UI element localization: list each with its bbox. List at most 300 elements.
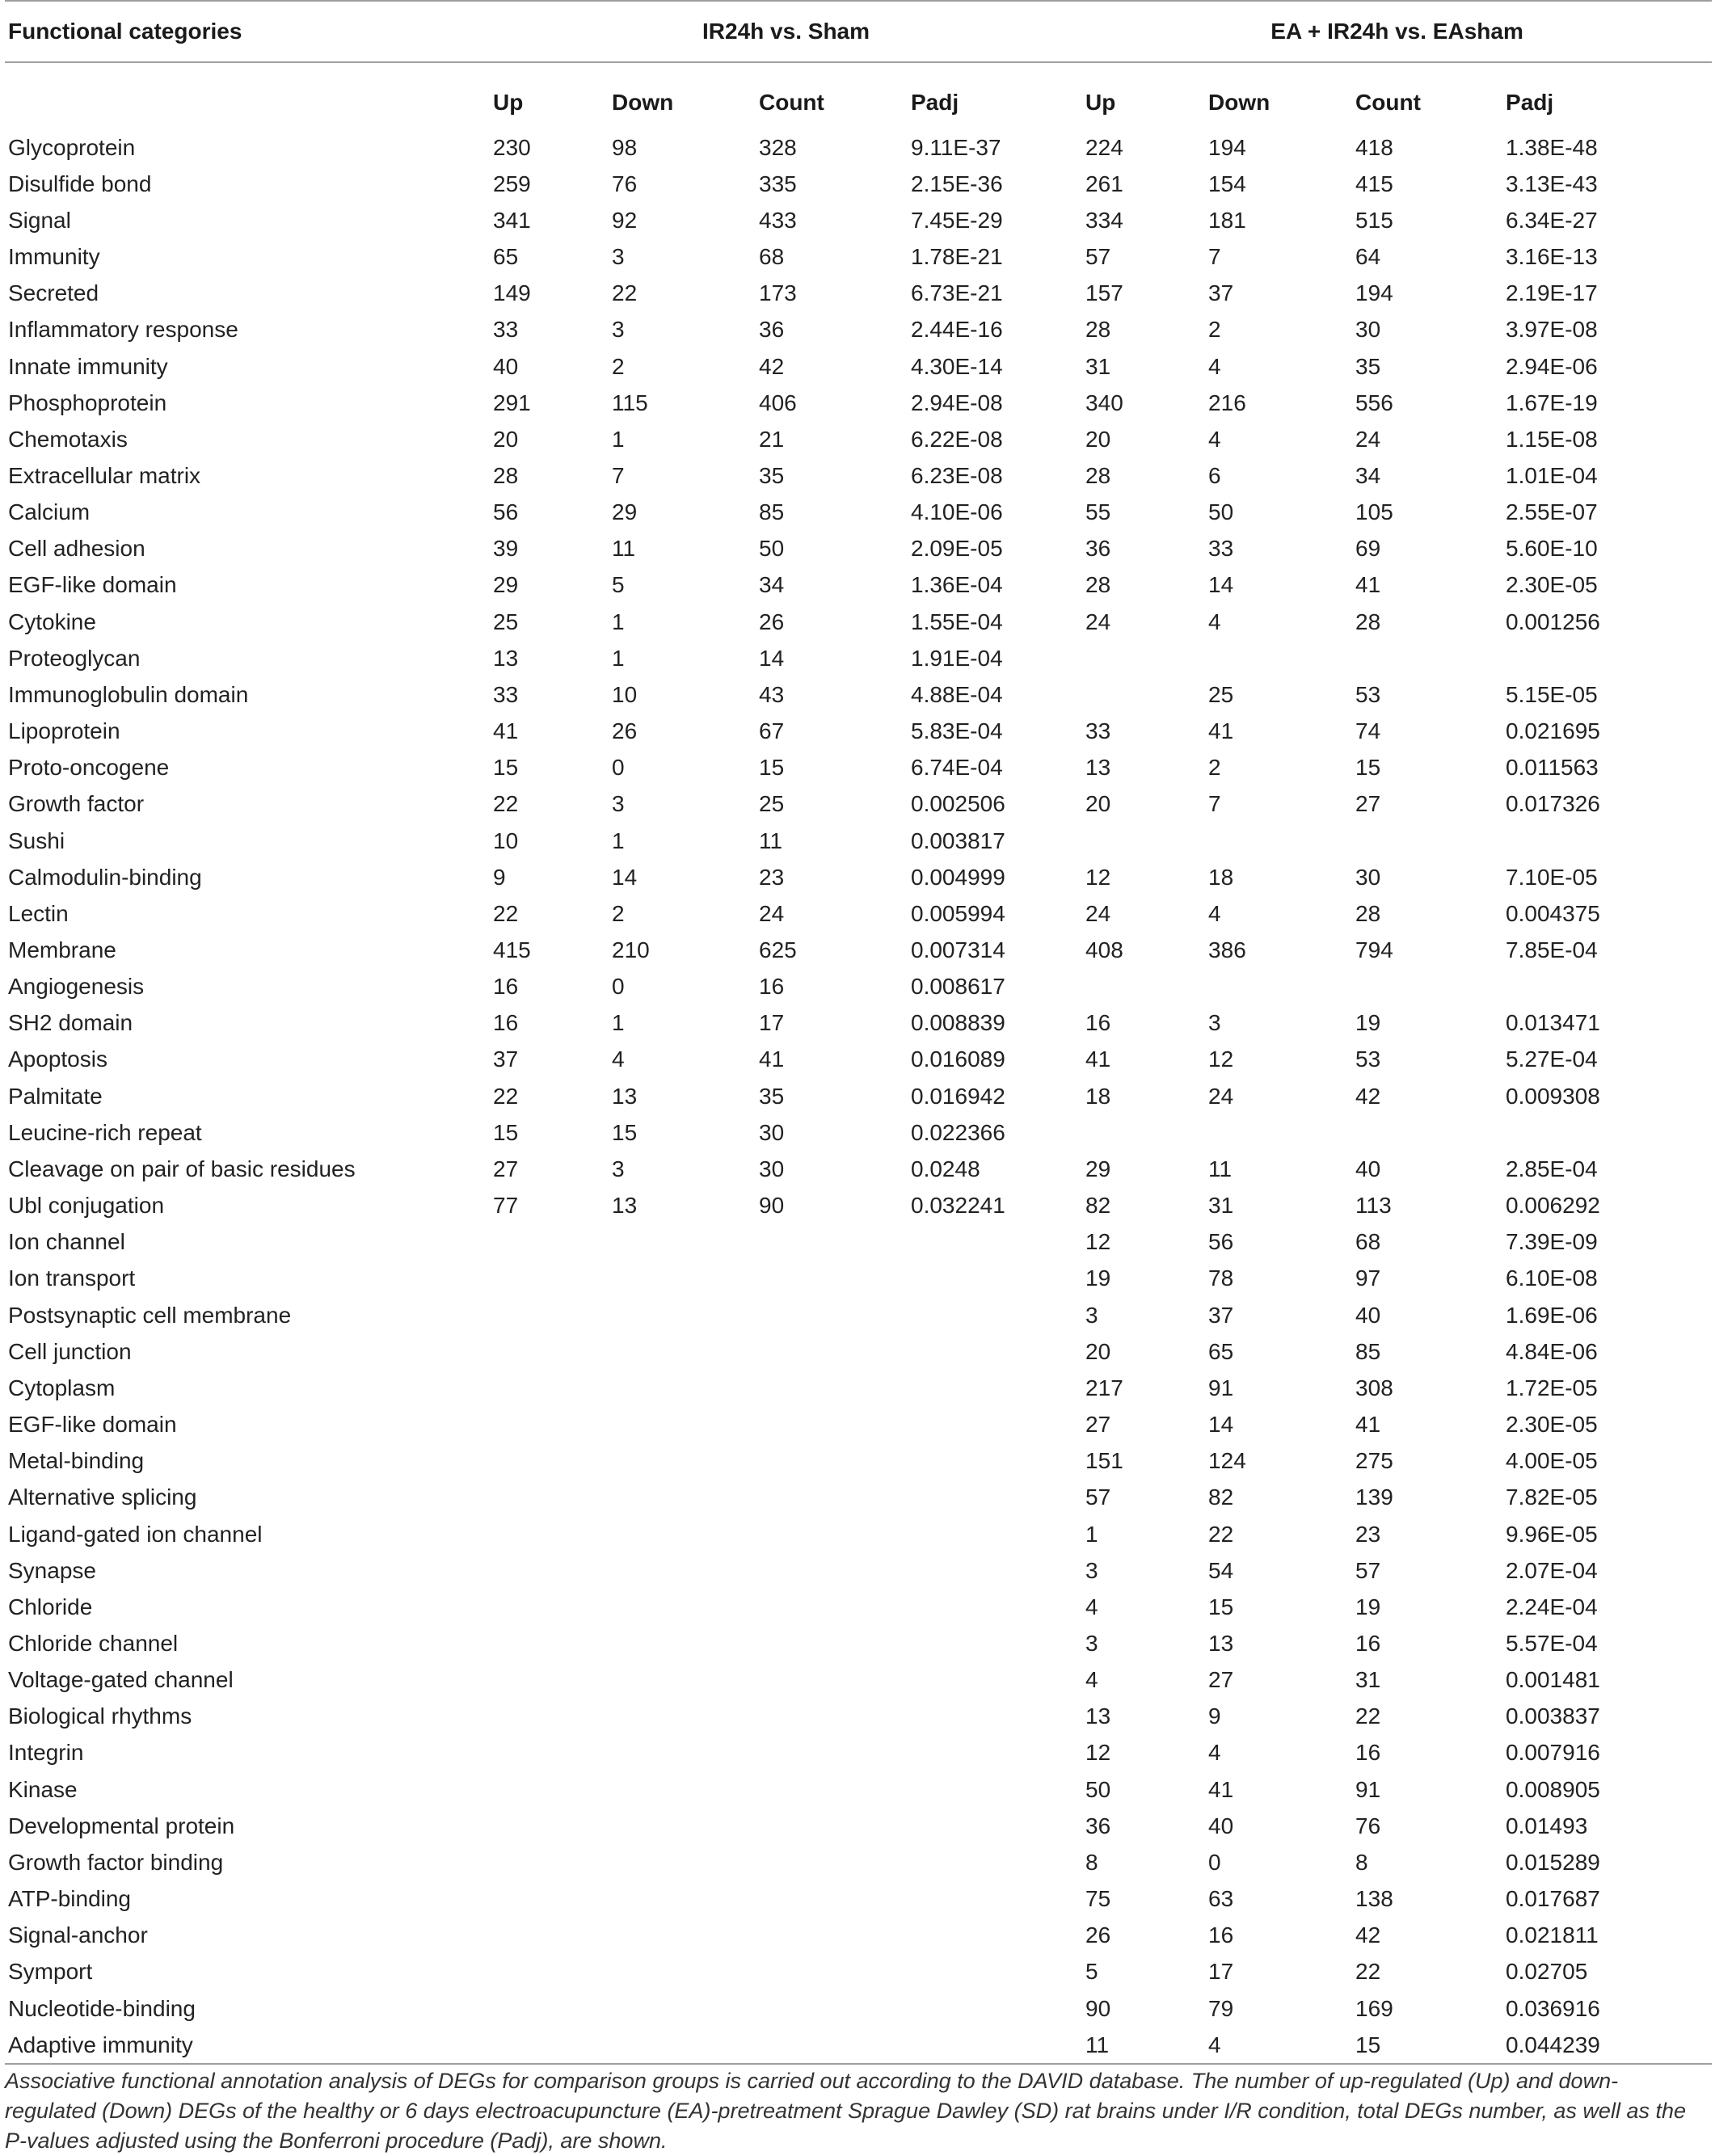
cell-down-ea: 2 [1208,317,1221,343]
cell-count-ir24h: 14 [759,645,785,671]
cell-padj-ea: 7.85E-04 [1506,937,1598,963]
cell-up-ir24h [490,1771,609,1808]
table-row [5,1625,1712,1661]
cell-padj-ir24h: 0.016089 [911,1046,1005,1072]
cell-up-ea: 19 [1085,1265,1111,1291]
cell-category: Metal-binding [8,1448,145,1474]
cell-up-ir24h [490,1261,609,1297]
cell-up-ir24h: 341 [493,207,531,233]
cell-up-ir24h: 16 [493,974,519,1000]
cell-down-ea: 13 [1208,1630,1234,1656]
cell-up-ea: 16 [1085,1010,1111,1036]
cell-padj-ir24h: 0.022366 [911,1119,1005,1145]
cell-padj-ea: 0.044239 [1502,2027,1712,2064]
cell-up-ir24h: 13 [493,645,519,671]
cell-category: Kinase [8,1776,78,1802]
cell-padj-ir24h: 0.002506 [911,791,1005,817]
cell-category: EGF-like domain [8,1412,177,1438]
cell-up-ea: 27 [1085,1412,1111,1438]
cell-count-ea: 16 [1355,1740,1381,1766]
cell-padj-ir24h: 1.36E-04 [911,572,1003,598]
table-row [5,1954,1712,1990]
cell-padj-ir24h: 1.91E-04 [911,645,1003,671]
cell-up-ir24h: 10 [493,827,519,853]
cell-count-ir24h: 50 [759,536,785,562]
table-body [5,129,1712,2064]
cell-down-ea: 63 [1208,1886,1234,1912]
cell-category: Glycoprotein [8,134,136,160]
cell-down-ir24h [609,1333,756,1370]
header-count-group1: Count [759,90,824,115]
table-row [5,276,1712,312]
cell-down-ir24h [609,1370,756,1406]
cell-padj-ea: 4.84E-06 [1506,1338,1598,1364]
cell-category: Cytokine [8,608,96,634]
cell-padj-ea: 1.01E-04 [1506,462,1598,488]
cell-down-ea: 33 [1208,536,1234,562]
cell-down-ir24h: 1 [612,645,625,671]
cell-padj-ea: 1.72E-05 [1506,1375,1598,1400]
table-row [5,714,1712,750]
cell-category: Ion transport [8,1265,136,1291]
cell-up-ir24h: 33 [493,317,519,343]
cell-up-ea: 36 [1085,1813,1111,1838]
cell-down-ir24h [609,1662,756,1699]
cell-count-ir24h: 17 [759,1010,785,1036]
cell-padj-ir24h [908,1662,1082,1699]
cell-count-ir24h [756,1808,908,1844]
cell-category: Calcium [8,499,91,525]
cell-count-ea: 169 [1355,1995,1393,2021]
table-caption: Associative functional annotation analysis of DEGs for comparison groups is carried out according to the DAVID database. The number of up-regulated (Up) and down-regulated (Down) DEGs of the healthy or 6 days electroacupuncture (EA)-pretreatment Sprague Dawley (SD) rat brains under I/R condition, total DEGs number, as well as the P-values adjusted using the Bonferroni procedure (Padj), are shown. [5,2069,1686,2153]
cell-count-ir24h [756,1918,908,1954]
table-row [5,969,1712,1005]
cell-down-ir24h: 98 [612,134,638,160]
table-row [5,1735,1712,1771]
table-row [5,1114,1712,1151]
cell-down-ea: 9 [1208,1703,1221,1729]
header-down-group1: Down [612,90,674,115]
cell-down-ir24h: 0 [612,974,625,1000]
cell-down-ea: 17 [1208,1959,1234,1985]
cell-up-ea: 29 [1085,1156,1111,1181]
cell-count-ir24h: 34 [759,572,785,598]
table-row [5,750,1712,786]
cell-count-ir24h [756,1333,908,1370]
table-row [5,312,1712,348]
cell-category: Calmodulin-binding [8,864,202,890]
cell-up-ea: 24 [1085,608,1111,634]
cell-padj-ea: 0.003837 [1506,1703,1600,1729]
cell-padj-ir24h: 7.45E-29 [911,207,1003,233]
cell-down-ir24h: 22 [612,280,638,306]
cell-down-ir24h: 210 [612,937,650,963]
cell-category: EGF-like domain [8,572,177,598]
cell-up-ir24h: 41 [493,718,519,744]
cell-padj-ea: 2.30E-05 [1506,572,1598,598]
cell-up-ea: 57 [1085,244,1111,270]
cell-down-ea: 41 [1208,718,1234,744]
table-row [5,823,1712,859]
cell-padj-ir24h [908,1480,1082,1516]
cell-up-ea: 3 [1085,1302,1098,1328]
cell-count-ir24h: 35 [759,1083,785,1109]
cell-down-ir24h [609,1625,756,1661]
cell-padj-ir24h [908,1552,1082,1589]
table-row [5,1151,1712,1187]
cell-up-ir24h [490,1881,609,1918]
cell-padj-ea: 0.017326 [1506,791,1600,817]
cell-padj-ea [1502,969,1712,1005]
cell-down-ir24h [609,1589,756,1625]
cell-padj-ea: 0.01493 [1506,1813,1588,1838]
cell-down-ir24h [609,1771,756,1808]
cell-down-ir24h [609,1297,756,1333]
cell-up-ir24h [490,1918,609,1954]
cell-count-ea: 16 [1355,1630,1381,1656]
cell-up-ea [1082,640,1205,676]
cell-down-ir24h: 3 [612,791,625,817]
cell-up-ea: 4 [1085,1667,1098,1693]
cell-down-ir24h: 4 [612,1046,625,1072]
cell-count-ea: 15 [1352,2027,1502,2064]
cell-up-ir24h [490,1516,609,1552]
cell-padj-ea: 0.021695 [1506,718,1600,744]
table-row [5,1990,1712,2027]
cell-down-ea: 7 [1208,244,1221,270]
cell-padj-ea: 5.27E-04 [1506,1046,1598,1072]
cell-down-ea: 4 [1205,2027,1352,2064]
cell-up-ea: 31 [1085,353,1111,379]
cell-down-ea: 27 [1208,1667,1234,1693]
cell-down-ea: 4 [1208,353,1221,379]
cell-count-ir24h [756,1699,908,1735]
cell-padj-ea: 9.96E-05 [1506,1521,1598,1547]
cell-up-ir24h: 291 [493,390,531,415]
cell-down-ea: 4 [1208,900,1221,926]
cell-up-ea: 20 [1085,791,1111,817]
cell-down-ea: 14 [1208,1412,1234,1438]
cell-padj-ir24h [908,1297,1082,1333]
cell-padj-ea [1502,1114,1712,1151]
header-up-group1: Up [493,90,524,115]
cell-down-ea: 12 [1208,1046,1234,1072]
cell-count-ea: 418 [1355,134,1393,160]
cell-up-ea: 28 [1085,317,1111,343]
header-padj-group1: Padj [911,90,959,115]
cell-up-ir24h: 29 [493,572,519,598]
cell-category: Growth factor [8,791,145,817]
cell-padj-ea: 2.55E-07 [1506,499,1598,525]
cell-padj-ir24h: 0.003817 [911,827,1005,853]
cell-down-ea: 50 [1208,499,1234,525]
table-row [5,166,1712,202]
cell-up-ir24h [490,1954,609,1990]
cell-count-ea: 53 [1355,681,1381,707]
cell-padj-ir24h [908,1443,1082,1480]
header-down-group2: Down [1208,90,1270,115]
cell-up-ea: 3 [1085,1557,1098,1583]
cell-count-ir24h [756,1589,908,1625]
cell-padj-ea: 4.00E-05 [1506,1448,1598,1474]
header-group-ea-ir24h-vs-easham: EA + IR24h vs. EAsham [1082,1,1712,62]
cell-padj-ea: 2.19E-17 [1506,280,1598,306]
cell-up-ea: 8 [1085,1849,1098,1875]
cell-down-ir24h: 3 [612,244,625,270]
cell-count-ea: 22 [1355,1959,1381,1985]
cell-down-ir24h: 1 [612,827,625,853]
cell-padj-ea: 1.15E-08 [1506,426,1598,452]
cell-up-ir24h: 37 [493,1046,519,1072]
cell-category: Secreted [8,280,99,306]
table-row [5,457,1712,494]
cell-count-ir24h: 30 [759,1156,785,1181]
cell-padj-ir24h: 9.11E-37 [911,134,1001,160]
cell-count-ea: 19 [1355,1594,1381,1619]
cell-up-ir24h: 15 [493,1119,519,1145]
cell-count-ea: 30 [1355,864,1381,890]
cell-up-ea: 41 [1085,1046,1111,1072]
cell-up-ea: 55 [1085,499,1111,525]
cell-down-ea: 40 [1208,1813,1234,1838]
cell-padj-ea: 2.85E-04 [1506,1156,1598,1181]
cell-down-ir24h: 10 [612,681,638,707]
cell-up-ea: 33 [1085,718,1111,744]
cell-padj-ir24h: 5.83E-04 [911,718,1003,744]
cell-count-ea: 415 [1355,171,1393,196]
cell-count-ea: 35 [1355,353,1381,379]
cell-padj-ea: 0.036916 [1506,1995,1600,2021]
cell-up-ir24h: 149 [493,280,531,306]
cell-padj-ir24h [908,1990,1082,2027]
cell-padj-ea: 0.004375 [1506,900,1600,926]
cell-count-ea: 515 [1355,207,1393,233]
cell-up-ea: 28 [1085,462,1111,488]
table-row [5,1333,1712,1370]
cell-category: Sushi [8,827,65,853]
cell-down-ir24h: 11 [612,536,636,562]
cell-padj-ir24h [908,1808,1082,1844]
cell-down-ea: 3 [1208,1010,1221,1036]
cell-category: Lipoprotein [8,718,120,744]
cell-count-ir24h [756,1662,908,1699]
cell-down-ea: 65 [1208,1338,1234,1364]
cell-down-ir24h [609,1699,756,1735]
cell-count-ea: 42 [1355,1083,1381,1109]
cell-padj-ea: 6.10E-08 [1506,1265,1598,1291]
cell-padj-ir24h: 0.004999 [911,864,1005,890]
cell-category: Adaptive immunity [5,2027,490,2064]
cell-down-ea: 181 [1208,207,1246,233]
cell-count-ea: 74 [1355,718,1381,744]
cell-count-ea: 91 [1355,1776,1381,1802]
cell-down-ea: 15 [1208,1594,1234,1619]
cell-down-ea: 4 [1208,608,1221,634]
cell-padj-ea: 0.015289 [1506,1849,1600,1875]
cell-down-ir24h: 1 [612,608,625,634]
table-row [5,1042,1712,1078]
cell-category: Ligand-gated ion channel [8,1521,263,1547]
cell-down-ea: 11 [1208,1156,1233,1181]
cell-down-ea: 31 [1208,1193,1234,1219]
cell-down-ir24h [609,1443,756,1480]
cell-up-ir24h [490,1844,609,1880]
cell-up-ea: 18 [1085,1083,1111,1109]
cell-count-ea: 97 [1355,1265,1381,1291]
cell-padj-ea: 0.001481 [1506,1667,1600,1693]
cell-up-ea: 13 [1085,1703,1111,1729]
table-row [5,1516,1712,1552]
cell-category: Leucine-rich repeat [8,1119,202,1145]
cell-padj-ir24h: 0.008617 [911,974,1005,1000]
cell-up-ir24h: 16 [493,1010,519,1036]
table-row [5,1297,1712,1333]
cell-count-ea: 40 [1355,1156,1381,1181]
cell-down-ir24h [609,1844,756,1880]
cell-up-ea: 12 [1085,1740,1111,1766]
cell-category: Synapse [8,1557,96,1583]
cell-up-ea: 5 [1085,1959,1098,1985]
cell-down-ea: 386 [1208,937,1246,963]
cell-count-ea: 30 [1355,317,1381,343]
cell-count-ir24h: 433 [759,207,797,233]
cell-padj-ir24h: 0.008839 [911,1010,1005,1036]
cell-padj-ir24h [908,1370,1082,1406]
cell-up-ir24h [490,1990,609,2027]
cell-category: Angiogenesis [8,974,145,1000]
cell-padj-ea: 0.009308 [1506,1083,1600,1109]
cell-padj-ea: 0.011563 [1506,755,1599,781]
table-row [5,531,1712,567]
cell-padj-ea: 3.13E-43 [1506,171,1598,196]
cell-up-ea: 11 [1082,2027,1205,2064]
table-row [5,1480,1712,1516]
cell-up-ea: 90 [1085,1995,1111,2021]
cell-padj-ea: 0.007916 [1506,1740,1600,1766]
table-row [5,640,1712,676]
cell-category: Proto-oncogene [8,755,170,781]
cell-padj-ea: 2.07E-04 [1506,1557,1598,1583]
cell-down-ea: 2 [1208,755,1221,781]
cell-count-ir24h [756,1297,908,1333]
cell-count-ir24h [756,1406,908,1442]
table-row [5,604,1712,640]
cell-up-ea: 1 [1085,1521,1098,1547]
cell-down-ir24h: 14 [612,864,638,890]
cell-count-ea: 139 [1355,1484,1393,1510]
cell-up-ea: 26 [1085,1922,1111,1948]
cell-up-ea: 12 [1085,1229,1111,1255]
cell-down-ea: 4 [1208,1740,1221,1766]
cell-category: Immunoglobulin domain [8,681,249,707]
cell-padj-ea: 2.24E-04 [1506,1594,1598,1619]
cell-padj-ir24h: 0.005994 [911,900,1005,926]
cell-count-ir24h: 406 [759,390,797,415]
cell-down-ir24h [609,1224,756,1261]
cell-count-ir24h: 26 [759,608,785,634]
cell-up-ir24h [490,1370,609,1406]
cell-count-ir24h [756,1261,908,1297]
cell-count-ir24h [756,1224,908,1261]
table-row [5,1918,1712,1954]
cell-up-ea: 224 [1085,134,1123,160]
cell-up-ir24h [490,1589,609,1625]
cell-count-ea: 138 [1355,1886,1393,1912]
cell-down-ir24h [609,1918,756,1954]
cell-up-ir24h: 22 [493,1083,519,1109]
cell-count-ir24h: 41 [759,1046,785,1072]
cell-padj-ea: 7.10E-05 [1506,864,1598,890]
cell-category: Palmitate [8,1083,103,1109]
cell-padj-ir24h: 2.15E-36 [911,171,1003,196]
cell-count-ea: 57 [1355,1557,1381,1583]
cell-down-ir24h: 115 [612,390,648,415]
cell-count-ea: 794 [1355,937,1393,963]
cell-padj-ir24h [908,1735,1082,1771]
cell-up-ir24h: 40 [493,353,519,379]
table-row [5,1552,1712,1589]
table-row [5,1188,1712,1224]
cell-category: Postsynaptic cell membrane [8,1302,292,1328]
cell-category: Lectin [8,900,69,926]
cell-count-ea: 41 [1355,1412,1381,1438]
cell-padj-ir24h: 1.55E-04 [911,608,1003,634]
cell-category: Growth factor binding [8,1849,224,1875]
cell-down-ir24h: 1 [612,1010,625,1036]
cell-padj-ir24h [908,1224,1082,1261]
table-row [5,1005,1712,1042]
cell-count-ea [1352,1114,1502,1151]
cell-down-ea: 0 [1208,1849,1221,1875]
cell-count-ea: 113 [1355,1193,1392,1219]
table-row [5,786,1712,823]
cell-up-ir24h [490,1297,609,1333]
cell-count-ir24h: 24 [759,900,785,926]
cell-count-ir24h [756,1370,908,1406]
cell-up-ir24h: 230 [493,134,531,160]
cell-category: Immunity [8,244,100,270]
cell-count-ir24h: 36 [759,317,785,343]
cell-count-ir24h [756,1480,908,1516]
cell-count-ea [1352,969,1502,1005]
cell-up-ir24h: 22 [493,900,519,926]
cell-padj-ir24h [908,1771,1082,1808]
cell-padj-ir24h [908,1954,1082,1990]
cell-down-ea [1205,1114,1352,1151]
cell-up-ir24h [490,2027,609,2064]
cell-down-ea [1205,640,1352,676]
cell-down-ea: 194 [1208,134,1246,160]
cell-count-ir24h: 335 [759,171,797,196]
cell-up-ir24h [490,1808,609,1844]
cell-down-ir24h [609,1881,756,1918]
cell-padj-ir24h: 0.032241 [911,1193,1005,1219]
cell-up-ea: 57 [1085,1484,1111,1510]
cell-up-ir24h [490,1224,609,1261]
cell-category: Disulfide bond [8,171,152,196]
cell-count-ir24h [756,1552,908,1589]
cell-padj-ir24h [908,1516,1082,1552]
table-row [5,202,1712,238]
cell-up-ir24h: 22 [493,791,519,817]
cell-down-ea: 18 [1208,864,1234,890]
cell-count-ea: 308 [1355,1375,1393,1400]
cell-padj-ea: 3.16E-13 [1506,244,1598,270]
cell-up-ir24h: 56 [493,499,519,525]
cell-up-ir24h [490,1735,609,1771]
cell-down-ea: 4 [1208,426,1221,452]
cell-category: Symport [8,1959,93,1985]
